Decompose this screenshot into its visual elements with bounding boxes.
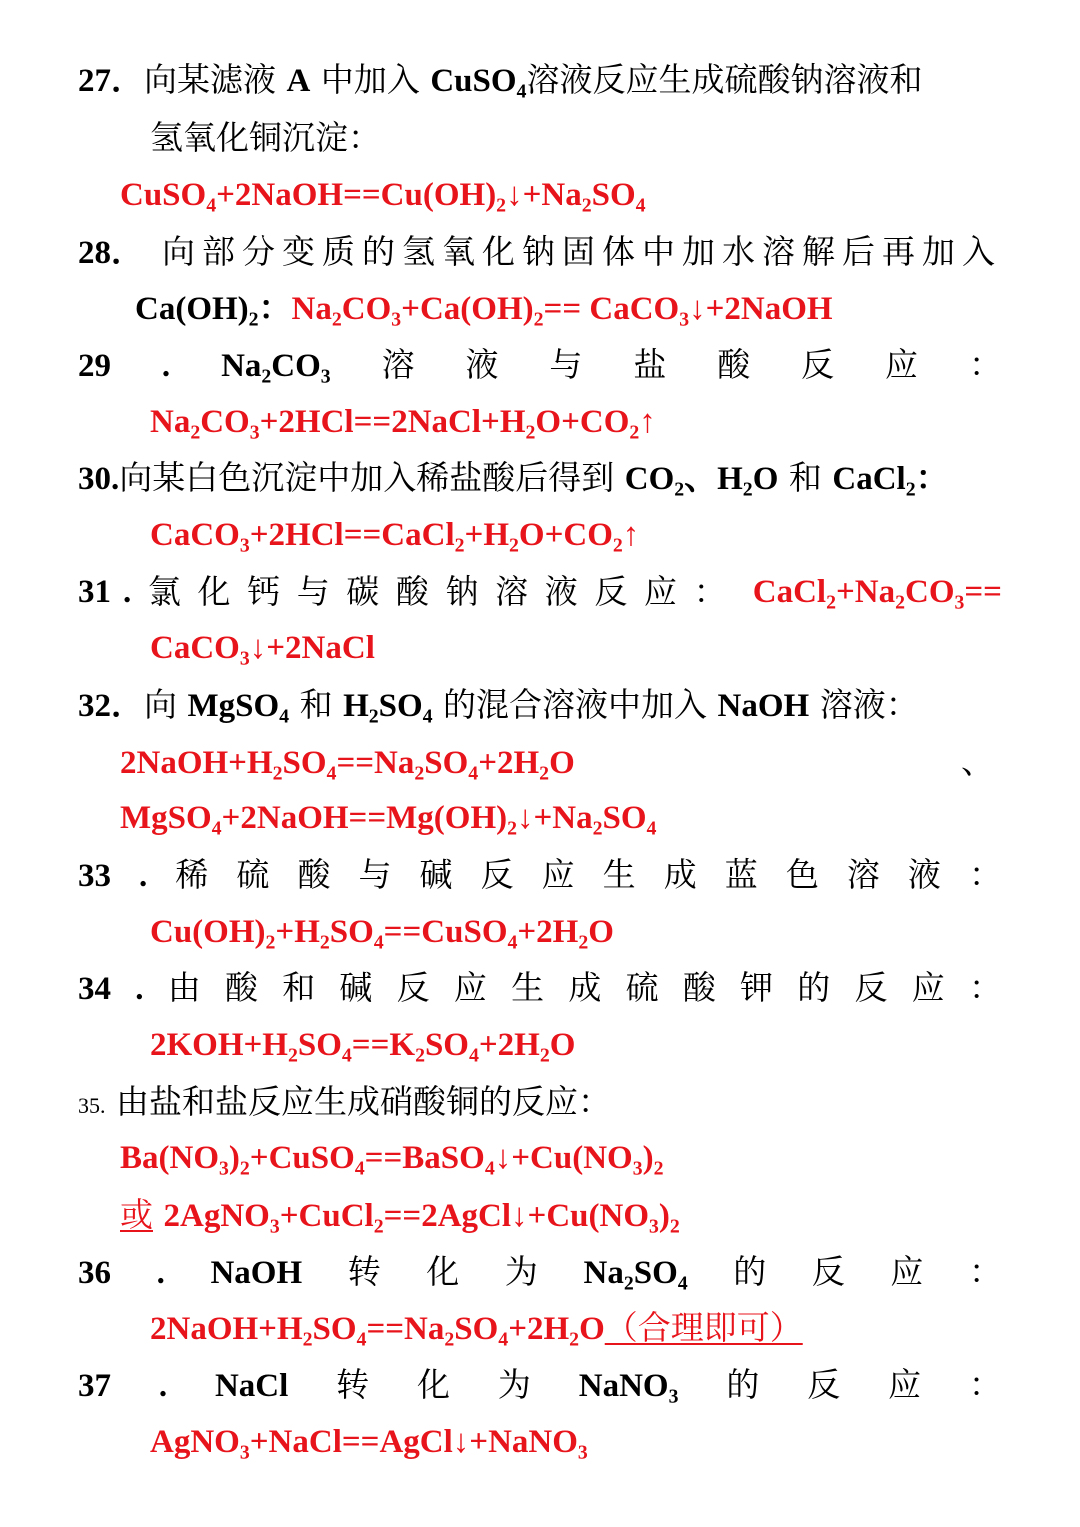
question-char: 液 bbox=[544, 572, 578, 611]
item-number: 35. bbox=[78, 1093, 106, 1118]
item-37-equation: AgNO₃+NaCl==AgCl↓+NaNO₃ bbox=[150, 1424, 588, 1460]
question-char: 酸 bbox=[717, 345, 751, 384]
item-number: 36 bbox=[78, 1255, 111, 1291]
item-31-equation-part2: CaCO₃↓+2NaCl bbox=[150, 630, 375, 666]
item-32-equation-2: MgSO₄+2NaOH==Mg(OH)₂↓+Na₂SO₄ bbox=[120, 800, 657, 836]
question-char: 反 bbox=[396, 968, 430, 1007]
item-number: 27． bbox=[78, 63, 144, 99]
item-number: 30. bbox=[78, 461, 120, 497]
question-char: 反 bbox=[811, 1252, 845, 1291]
question-char: 应 bbox=[643, 572, 677, 611]
question-char: 碱 bbox=[339, 968, 373, 1007]
item-number: 34 bbox=[78, 971, 111, 1007]
punct: . bbox=[139, 858, 148, 894]
question-char: 为 bbox=[504, 1252, 538, 1291]
item-29-question bbox=[78, 345, 1002, 386]
question-char: 化 bbox=[426, 1252, 460, 1291]
question-char: 溶 bbox=[495, 572, 529, 611]
question-char: 成 bbox=[663, 855, 697, 894]
formula: CuSO₄ bbox=[430, 63, 527, 99]
question-text: 和 bbox=[788, 458, 822, 497]
item-34-question bbox=[78, 968, 1002, 1009]
question-char: 色 bbox=[785, 855, 819, 894]
question-char: 生 bbox=[511, 968, 545, 1007]
punct: . bbox=[158, 1368, 168, 1404]
question-char: 酸 bbox=[395, 572, 429, 611]
question-char: 碳 bbox=[346, 572, 380, 611]
item-31-equation-part1: CaCl₂+Na₂CO₃== bbox=[752, 574, 1002, 610]
question-text: 的混合溶液中加入 bbox=[443, 685, 708, 724]
question-char: 与 bbox=[358, 855, 392, 894]
question-char: 应 bbox=[453, 968, 487, 1007]
item-28-question-cont bbox=[135, 288, 833, 329]
item-number: 37 bbox=[78, 1368, 111, 1404]
question-text: 和 bbox=[299, 685, 333, 724]
question-text: 中加入 bbox=[320, 60, 420, 99]
question-char: 溶 bbox=[381, 345, 415, 384]
question-char: 溶 bbox=[846, 855, 880, 894]
formula: Ca(OH)₂： bbox=[135, 291, 292, 327]
punct: . bbox=[156, 1255, 165, 1291]
question-char: 反 bbox=[807, 1365, 841, 1404]
question-char: 与 bbox=[296, 572, 330, 611]
question-char: 为 bbox=[497, 1365, 531, 1404]
item-27-question-cont: 氢氧化铜沉淀： bbox=[150, 118, 381, 157]
item-36-note: （合理即可） bbox=[604, 1308, 803, 1347]
question-char: ： bbox=[968, 855, 1002, 894]
question-char: 稀 bbox=[175, 855, 209, 894]
formula: MgSO₄ bbox=[187, 688, 290, 724]
or-label: 或 bbox=[120, 1195, 153, 1234]
item-33-question bbox=[78, 855, 1002, 896]
item-35-equation-2: 2AgNO₃+CuCl₂==2AgCl↓+Cu(NO₃)₂ bbox=[163, 1198, 680, 1234]
question-char: 钾 bbox=[740, 968, 774, 1007]
question-char: 的 bbox=[733, 1252, 767, 1291]
item-35-equation-line2 bbox=[120, 1195, 680, 1236]
question-char: 钠 bbox=[445, 572, 479, 611]
question-char: ： bbox=[969, 968, 1002, 1007]
question-text: 向某白色沉淀中加入稀盐酸后得到 bbox=[119, 458, 615, 497]
item-36-equation: 2NaOH+H₂SO₄==Na₂SO₄+2H₂O bbox=[150, 1311, 605, 1347]
question-char: 应 bbox=[888, 1365, 922, 1404]
question-char: 与 bbox=[549, 345, 583, 384]
item-number: 32． bbox=[78, 688, 144, 724]
formula: NaOH bbox=[717, 688, 810, 724]
question-char: 的 bbox=[726, 1365, 760, 1404]
item-30-equation: CaCO₃+2HCl==CaCl₂+H₂O+CO₂↑ bbox=[150, 517, 640, 553]
formula: NaOH bbox=[210, 1255, 303, 1291]
question-char: 蓝 bbox=[724, 855, 758, 894]
question-char: ： bbox=[969, 1252, 1002, 1291]
question-char: 化 bbox=[417, 1365, 451, 1404]
question-char: 碱 bbox=[419, 855, 453, 894]
formula: CO₂、H₂O bbox=[624, 461, 779, 497]
item-27-equation: CuSO₄+2NaOH==Cu(OH)₂↓+Na₂SO₄ bbox=[120, 177, 646, 213]
item-35-question bbox=[78, 1082, 611, 1126]
formula: Na₂CO₃ bbox=[221, 348, 331, 384]
question-chars bbox=[123, 572, 727, 612]
formula: A bbox=[286, 63, 311, 99]
item-30-question bbox=[78, 458, 949, 499]
formula: CaCl₂： bbox=[832, 461, 949, 497]
question-char: 盐 bbox=[633, 345, 667, 384]
formula: Na₂SO₄ bbox=[583, 1255, 688, 1291]
item-33-equation: Cu(OH)₂+H₂SO₄==CuSO₄+2H₂O bbox=[150, 914, 614, 950]
question-char: 的 bbox=[797, 968, 831, 1007]
question-char: 应 bbox=[911, 968, 945, 1007]
question-char: 由 bbox=[167, 968, 201, 1007]
punct: . bbox=[123, 574, 132, 610]
question-char: 酸 bbox=[297, 855, 331, 894]
question-char: 硫 bbox=[236, 855, 270, 894]
question-char: 应 bbox=[890, 1252, 924, 1291]
question-char: 反 bbox=[801, 345, 835, 384]
item-28-equation: Na₂CO₃+Ca(OH)₂== CaCO₃↓+2NaOH bbox=[291, 291, 833, 327]
question-text: 溶液反应生成硫酸钠溶液和 bbox=[526, 60, 923, 99]
question-text: 向部分变质的氢氧化钠固体中加水溶解后再加入 bbox=[162, 232, 1002, 271]
punct: . bbox=[135, 971, 144, 1007]
formula: H₂SO₄ bbox=[343, 688, 433, 724]
item-32-question bbox=[78, 685, 919, 726]
question-char: 转 bbox=[336, 1365, 370, 1404]
question-char: 生 bbox=[602, 855, 636, 894]
question-char: 氯 bbox=[147, 572, 181, 611]
question-char: 反 bbox=[594, 572, 628, 611]
item-number: 29 bbox=[78, 348, 111, 384]
question-char: 反 bbox=[854, 968, 888, 1007]
question-char: ： bbox=[693, 572, 727, 611]
question-char: 钙 bbox=[247, 572, 281, 611]
question-text: 溶液： bbox=[819, 685, 919, 724]
item-32-equation-1: 2NaOH+H₂SO₄==Na₂SO₄+2H₂O bbox=[120, 745, 575, 781]
question-char: 液 bbox=[465, 345, 499, 384]
question-char: 和 bbox=[282, 968, 316, 1007]
formula: NaCl bbox=[214, 1368, 289, 1404]
question-char: 成 bbox=[568, 968, 602, 1007]
question-char: 酸 bbox=[224, 968, 258, 1007]
question-char: 应 bbox=[885, 345, 919, 384]
item-31-question bbox=[78, 572, 1002, 612]
item-29-equation: Na₂CO₃+2HCl==2NaCl+H₂O+CO₂↑ bbox=[150, 404, 656, 440]
formula: NaNO₃ bbox=[578, 1368, 679, 1404]
question-char: 化 bbox=[197, 572, 231, 611]
separator: 、 bbox=[961, 742, 994, 781]
question-char: 硫 bbox=[625, 968, 659, 1007]
item-number: 33 bbox=[78, 858, 111, 894]
question-text: 由盐和盐反应生成硝酸铜的反应： bbox=[116, 1082, 611, 1121]
item-36-equation-line bbox=[150, 1308, 803, 1349]
item-28-question bbox=[78, 232, 1002, 273]
question-text: 向 bbox=[144, 685, 177, 724]
punct: . bbox=[161, 348, 171, 384]
question-char: 液 bbox=[907, 855, 941, 894]
item-number: 28． bbox=[78, 235, 144, 271]
question-char: 反 bbox=[480, 855, 514, 894]
item-32-equation-line1 bbox=[120, 742, 994, 783]
question-char: 转 bbox=[347, 1252, 381, 1291]
question-text: 向某滤液 bbox=[144, 60, 276, 99]
item-number: 31 bbox=[78, 574, 111, 610]
item-27-question bbox=[78, 60, 922, 101]
item-35-equation-1: Ba(NO₃)₂+CuSO₄==BaSO₄↓+Cu(NO₃)₂ bbox=[120, 1140, 664, 1176]
question-char: ： bbox=[968, 345, 1002, 384]
question-char: 应 bbox=[541, 855, 575, 894]
question-char: 酸 bbox=[682, 968, 716, 1007]
item-36-question bbox=[78, 1252, 1002, 1293]
item-37-question bbox=[78, 1365, 1002, 1406]
question-char: ： bbox=[968, 1365, 1002, 1404]
item-34-equation: 2KOH+H₂SO₄==K₂SO₄+2H₂O bbox=[150, 1027, 576, 1063]
